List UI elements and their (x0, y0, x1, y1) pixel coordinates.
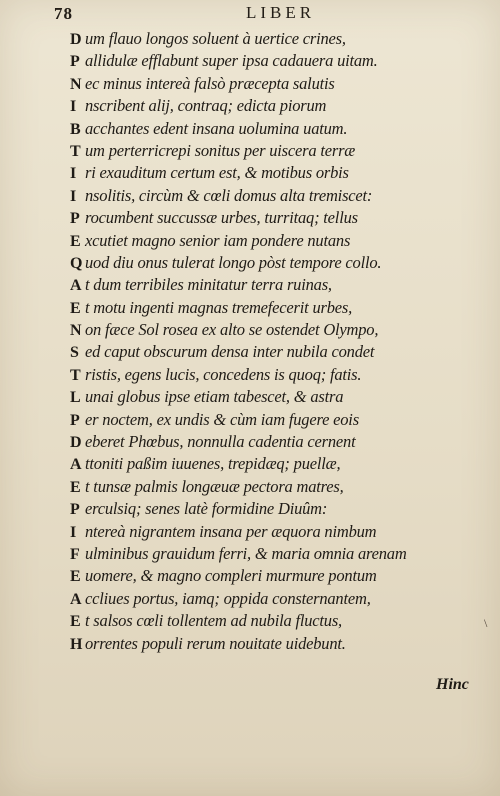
verse-line (70, 386, 490, 408)
line-text: er noctem, ex undis & cùm iam fugere eois (85, 409, 359, 429)
verse-line (70, 207, 490, 229)
line-initial: T (70, 142, 81, 160)
line-text: allidulæ efflabunt super ipsa cadauera uitam. (85, 51, 378, 71)
verse-line (70, 453, 490, 475)
line-initial: A (70, 277, 82, 295)
verse-line (70, 28, 490, 50)
line-text: on fæce Sol rosea ex alto se ostendet Olympo, (85, 320, 379, 340)
line-text: t dum terribiles minitatur terra ruinas, (85, 275, 332, 295)
line-text: ristis, egens lucis, concedens is quoq; fatis. (85, 364, 362, 384)
verse-line (70, 185, 490, 207)
line-initial: E (70, 478, 81, 496)
line-initial: E (70, 299, 81, 317)
line-text: ri exauditum certum est, & motibus orbis (85, 163, 349, 183)
verse-line (70, 476, 490, 498)
verse-line (70, 140, 490, 162)
margin-mark: \ (484, 616, 488, 630)
line-initial: E (70, 568, 81, 586)
line-text: nsolitis, circùm & cœli domus alta tremiscet: (85, 185, 373, 205)
line-text: uomere, & magno compleri murmure pontum (85, 566, 377, 586)
verse-line (70, 274, 490, 296)
line-initial: D (70, 31, 82, 48)
line-initial: A (70, 590, 82, 608)
verse-line (70, 162, 490, 184)
line-initial: E (70, 232, 81, 250)
line-initial: P (70, 53, 80, 71)
line-initial: S (70, 344, 79, 362)
line-initial: N (70, 75, 82, 93)
verse-line (70, 297, 490, 319)
line-initial: H (70, 635, 83, 653)
line-initial: P (70, 210, 80, 228)
line-initial: F (70, 545, 80, 563)
line-text: um perterricrepi sonitus per uiscera terræ (85, 140, 356, 160)
line-initial: I (70, 98, 77, 116)
verse-line (70, 521, 490, 543)
line-initial: T (70, 366, 81, 384)
verse-line (70, 588, 490, 610)
verse-line (70, 565, 490, 587)
verse-line (70, 252, 490, 274)
line-text: nscribent alij, contraq; edicta piorum (85, 96, 327, 116)
line-initial: I (70, 165, 77, 183)
line-text: orrentes populi rerum nouitate uidebunt. (85, 633, 346, 653)
verse-line (70, 409, 490, 431)
line-initial: N (70, 322, 82, 340)
line-text: uod diu onus tulerat longo pòst tempore collo. (85, 252, 382, 272)
verse-line (70, 341, 490, 363)
verse-block (70, 28, 490, 655)
verse-line (70, 50, 490, 72)
line-initial: I (70, 523, 77, 541)
line-text: acchantes edent insana uolumina uatum. (85, 118, 348, 138)
catchword: Hinc (436, 676, 469, 693)
line-initial: B (70, 120, 81, 138)
verse-line (70, 118, 490, 140)
verse-line (70, 633, 490, 655)
line-initial: D (70, 434, 82, 452)
verse-line (70, 610, 490, 632)
line-text: t salsos cœli tollentem ad nubila fluctus, (85, 611, 342, 631)
verse-line (70, 364, 490, 386)
line-text: ccliues portus, iamq; oppida consternantem, (85, 588, 371, 608)
line-text: erculsiq; senes latè formidine Diuûm: (85, 499, 328, 519)
verse-line (70, 230, 490, 252)
line-initial: I (70, 187, 77, 205)
verse-line (70, 498, 490, 520)
verse-line (70, 543, 490, 565)
line-text: t tunsæ palmis longæuæ pectora matres, (85, 476, 344, 496)
line-initial: E (70, 613, 81, 631)
verse-line (70, 431, 490, 453)
line-text: rocumbent succussæ urbes, turritaq; tellus (85, 208, 358, 228)
line-initial: P (70, 501, 80, 519)
line-text: ec minus intereà falsò præcepta salutis (85, 73, 335, 93)
verse-line (70, 95, 490, 117)
line-text: xcutiet magno senior iam pondere nutans (85, 230, 351, 250)
running-head: LIBER (246, 3, 316, 22)
page-number: 78 (54, 4, 73, 23)
line-text: ed caput obscurum densa inter nubila condet (85, 342, 375, 362)
line-text: eberet Phœbus, nonnulla cadentia cernent (85, 432, 356, 452)
line-initial: L (70, 389, 81, 407)
line-initial: A (70, 456, 82, 474)
line-initial: P (70, 411, 80, 429)
line-text: unai globus ipse etiam tabescet, & astra (85, 387, 344, 407)
line-text: um flauo longos soluent à uertice crines, (85, 29, 346, 48)
line-text: ttoniti paßim iuuenes, trepidæq; puellæ, (85, 454, 341, 474)
verse-line (70, 319, 490, 341)
page-header (48, 2, 488, 26)
line-initial: Q (70, 254, 83, 272)
line-text: t motu ingenti magnas tremefecerit urbes, (85, 297, 353, 317)
line-text: ntereà nigrantem insana per æquora nimbum (85, 521, 377, 541)
line-text: ulminibus grauidum ferri, & maria omnia arenam (85, 543, 407, 563)
verse-line (70, 73, 490, 95)
